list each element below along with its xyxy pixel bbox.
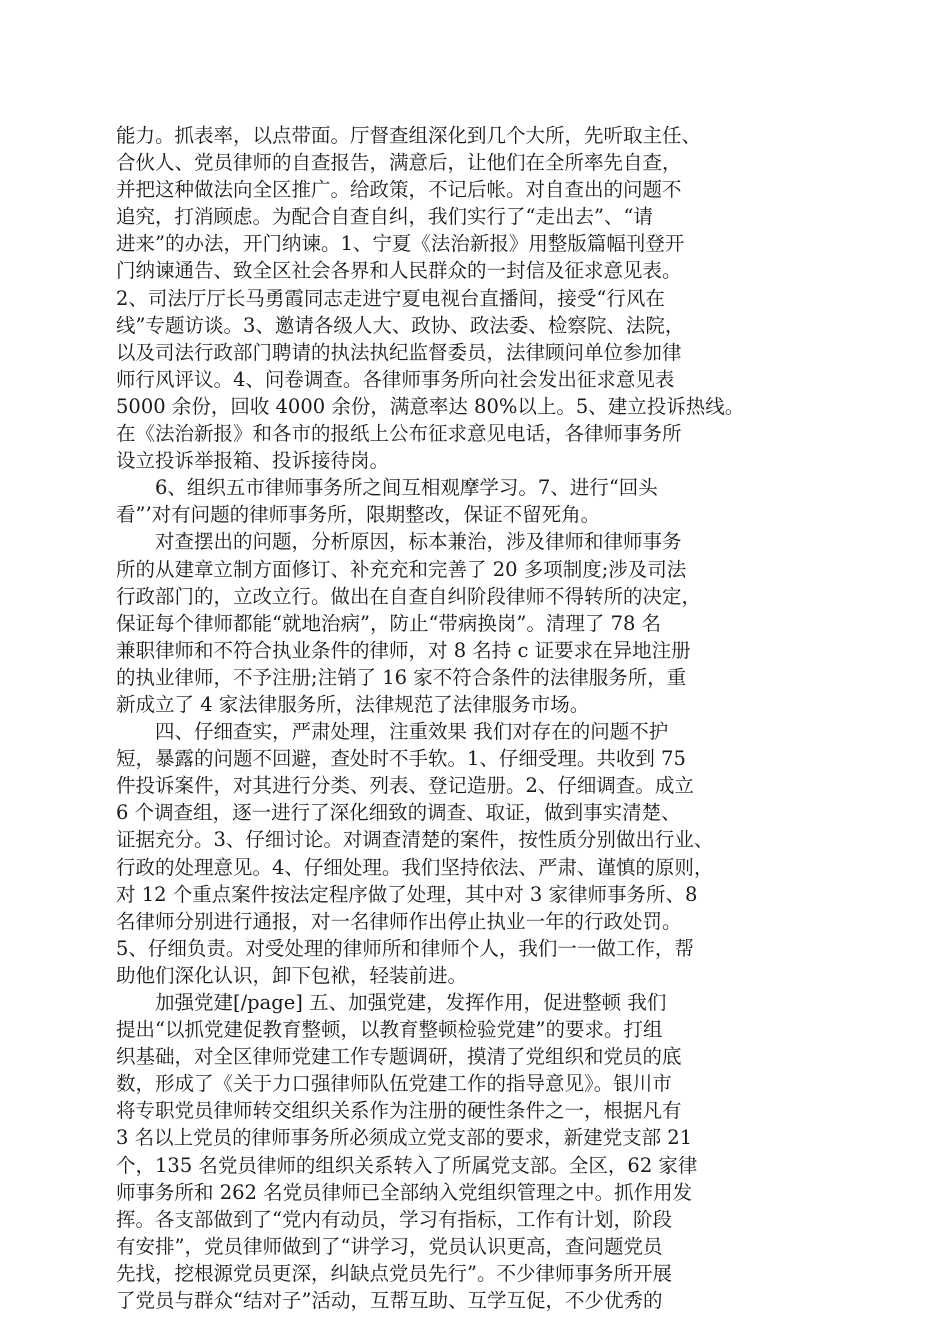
document-body-text [116, 122, 834, 1314]
text-line: 证据充分。3、仔细讨论。对调查清楚的案件，按性质分别做出行业、 [116, 828, 714, 852]
text-line: 5、仔细负责。对受处理的律师所和律师个人，我们一一做工作，帮 [116, 936, 694, 960]
text-line: 对查摆出的问题，分析原因，标本兼治，涉及律师和律师事务 [116, 530, 682, 554]
text-line: 四、仔细查实，严肃处理，注重效果 我们对存在的问题不护 [116, 720, 669, 744]
text-line: 的执业律师，不予注册;注销了 16 家不符合条件的法律服务所，重 [116, 665, 687, 689]
text-line: 师事务所和 262 名党员律师已全部纳入党组织管理之中。抓作用发 [116, 1180, 693, 1204]
text-line: 行政的处理意见。4、仔细处理。我们坚持依法、严肃、谨慎的原则， [116, 855, 714, 879]
text-line: 将专职党员律师转交组织关系作为注册的硬性条件之一，根据凡有 [116, 1099, 682, 1123]
text-line: 行政部门的，立改立行。做出在自查自纠阶段律师不得转所的决定， [116, 584, 702, 608]
text-line: 新成立了 4 家法律服务所，法律规范了法律服务市场。 [116, 692, 590, 716]
text-line: 门纳谏通告、致全区社会各界和人民群众的一封信及征求意见表。 [116, 259, 682, 283]
text-line: 有安排”，党员律师做到了“讲学习，党员认识更高，查问题党员 [116, 1234, 663, 1258]
text-line: 兼职律师和不符合执业条件的律师，对 8 名持 c 证要求在异地注册 [116, 638, 691, 662]
text-line: 合伙人、党员律师的自查报告，满意后，让他们在全所率先自查， [116, 151, 682, 175]
text-line: 挥。各支部做到了“党内有动员，学习有指标，工作有计划，阶段 [116, 1207, 672, 1231]
text-line: 件投诉案件，对其进行分类、列表、登记造册。2、仔细调查。成立 [116, 774, 694, 798]
text-line: 织基础，对全区律师党建工作专题调研，摸清了党组织和党员的底 [116, 1045, 682, 1069]
text-line: 名律师分别进行通报，对一名律师作出停止执业一年的行政处罚。 [116, 909, 682, 933]
text-line: 追究，打消顾虑。为配合自查自纠，我们实行了“走出去”、“请 [116, 205, 653, 229]
text-line: 了党员与群众“结对子”活动，互帮互助、互学互促，不少优秀的 [116, 1289, 663, 1313]
text-line: 2、司法厅厅长马勇霞同志走进宁夏电视台直播间，接受“行风在 [116, 286, 665, 310]
text-line: 师行风评议。4、问卷调查。各律师事务所向社会发出征求意见表 [116, 367, 675, 391]
text-line: 3 名以上党员的律师事务所必须成立党支部的要求，新建党支部 21 [116, 1126, 693, 1150]
text-line: 线”专题访谈。3、邀请各级人大、政协、政法委、检察院、法院， [116, 313, 685, 337]
text-line: 5000 余份，回收 4000 余份，满意率达 80%以上。5、建立投诉热线。 [116, 394, 745, 418]
text-line: 数，形成了《关于力口强律师队伍党建工作的指导意见》。银川市 [116, 1072, 672, 1096]
text-line: 所的从建章立制方面修订、补充充和完善了 20 多项制度;涉及司法 [116, 557, 687, 581]
text-line: 进来”的办法，开门纳谏。1、宁夏《法治新报》用整版篇幅刊登开 [116, 232, 685, 256]
text-line: 设立投诉举报箱、投诉接待岗。 [116, 449, 390, 473]
text-line: 短，暴露的问题不回避，查处时不手软。1、仔细受理。共收到 75 [116, 747, 686, 771]
text-line: 并把这种做法向全区推广。给政策，不记后帐。对自查出的问题不 [116, 178, 682, 202]
text-line: 在《法治新报》和各市的报纸上公布征求意见电话，各律师事务所 [116, 422, 682, 446]
text-line: 6 个调查组，逐一进行了深化细致的调查、取证，做到事实清楚、 [116, 801, 681, 825]
text-line: 能力。抓表率，以点带面。厅督查组深化到几个大所，先听取主任、 [116, 124, 702, 147]
text-line: 先找，挖根源党员更深，纠缺点党员先行”。不少律师事务所开展 [116, 1261, 672, 1285]
text-line: 加强党建[/page] 五、加强党建，发挥作用，促进整顿 我们 [116, 991, 667, 1014]
text-line: 提出“以抓党建促教育整顿，以教育整顿检验党建”的要求。打组 [116, 1018, 663, 1042]
text-line: 以及司法行政部门聘请的执法执纪监督委员，法律顾问单位参加律 [116, 340, 682, 364]
text-line: 看”’对有问题的律师事务所，限期整改，保证不留死角。 [116, 503, 601, 527]
text-line: 对 12 个重点案件按法定程序做了处理，其中对 3 家律师事务所、8 [116, 882, 698, 906]
text-line: 助他们深化认识，卸下包袱，轻装前进。 [116, 963, 468, 987]
text-line: 保证每个律师都能“就地治病”，防止“带病换岗”。清理了 78 名 [116, 611, 662, 635]
text-line: 个，135 名党员律师的组织关系转入了所属党支部。全区，62 家律 [116, 1153, 698, 1177]
text-line: 6、组织五市律师事务所之间互相观摩学习。7、进行“回头 [116, 476, 658, 500]
